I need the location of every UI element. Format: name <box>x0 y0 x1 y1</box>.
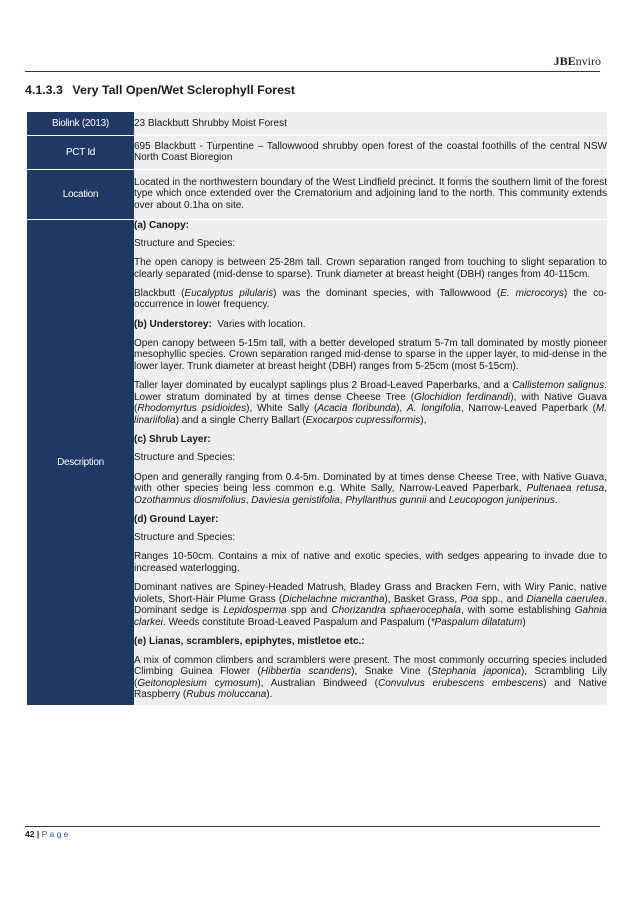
vegetation-info-table <box>27 112 607 705</box>
pct-value: 695 Blackbutt - Turpentine – Tallowwood shrubby open forest of the coastal foothills of the central NSW North Coast Bioregion <box>134 135 607 169</box>
biolink-label: Biolink (2013) <box>27 112 134 135</box>
ground-text-1: Ranges 10-50cm. Contains a mix of native and exotic species, with sedges appearing to invade due to increased waterlogging. <box>134 551 607 575</box>
table-row <box>27 169 607 219</box>
page-separator: | <box>34 829 42 839</box>
biolink-value: 23 Blackbutt Shrubby Moist Forest <box>134 112 607 135</box>
ground-text-2: Dominant natives are Spiney-Headed Matrush, Bladey Grass and Bracken Fern, with Wiry Panic, native violets, Short-Hair Plume Grass (Dichelachne micrantha), Basket Grass, Poa spp., and Dianella caerulea. Dominant sedge is Lepidosperma spp and Chorizandra sphaerocephala, with some establishing Gahnia clarkei. Weeds constitute Broad-Leaved Paspalum and Paspalum (*Paspalum dilatatum) <box>134 582 608 628</box>
shrub-structure: Structure and Species: <box>134 452 236 464</box>
page-number: 42 <box>25 829 35 839</box>
shrub-text: Open and generally ranging from 0.4-5m. Dominated by at times dense Cheese Tree, with Native Guava, with other species being less common e.g. White Sally, Narrow-Leaved Paperbark, Pultenaea retusa, Ozothamnus diosmifolius, Daviesia genistifolia, Phyllanthus gunnii and Leucopogon juniperinus. <box>134 471 607 506</box>
canopy-text-1: The open canopy is between 25-28m tall. Crown separation ranged from touching to slight separation to clearly separated (mid-dense to sparse). Trunk diameter at breast height (DBH) ranges from 40-115cm. <box>134 257 607 280</box>
page-word: Page <box>41 829 71 839</box>
understorey-heading: (b) Understorey: Varies with location. <box>134 318 306 330</box>
table-row <box>27 135 607 169</box>
canopy-heading: (a) Canopy: <box>134 219 189 231</box>
understorey-text-1: Open canopy between 5-15m tall, with a better developed stratum 5-7m tall dominated by mostly pioneer mesophyllic species. Crown separation ranged mid-dense to sparse in the upper layer, to mid-dense in the lower layer. Trunk diameter at breast height (DBH) ranges from 5-25cm (most 5-15cm). <box>134 337 607 372</box>
table-row <box>27 112 607 135</box>
understorey-text-2: Taller layer dominated by eucalypt saplings plus 2 Broad-Leaved Paperbarks, and a Callistemon salignus. Lower stratum dominated by at times dense Cheese Tree (Glochidion ferdinandi), with Native Guava (Rhodomyrtus psidioides), White Sally (Acacia floribunda), A. longifolia, Narrow-Leaved Paperbark (M. linariifolia) and a single Cherry Ballart (Exocarpos cupressiformis), <box>134 379 608 426</box>
ground-heading: (d) Ground Layer: <box>134 513 219 525</box>
description-value <box>134 219 607 705</box>
pct-label: PCT Id <box>27 135 134 169</box>
lianas-heading: (e) Lianas, scramblers, epiphytes, mistletoe etc.: <box>134 636 365 648</box>
table-row <box>27 219 607 705</box>
section-title: Very Tall Open/Wet Sclerophyll Forest <box>72 83 295 97</box>
ground-structure: Structure and Species: <box>134 532 236 544</box>
jbenviro-logo: JBEnviro <box>553 54 601 68</box>
section-heading <box>25 83 295 97</box>
page-footer <box>25 829 71 839</box>
footer-rule <box>25 826 600 827</box>
description-label: Description <box>27 219 134 705</box>
location-value: Located in the northwestern boundary of the West Lindfield precinct. It forms the southern limit of the forest type which once extended over the Crematorium and adjoining land to the north. This community extends over about 0.1ha on site. <box>134 169 607 219</box>
shrub-heading: (c) Shrub Layer: <box>134 433 211 445</box>
lianas-text: A mix of common climbers and scramblers were present. The most commonly occurring species included Climbing Guinea Flower (Hibbertia scandens), Snake Vine (Stephania japonica), Scrambling Lily (Geitonoplesium cymosum), Australian Bindweed (Convulvus erubescens embescens) and Native Raspberry (Rubus moluccana). <box>134 654 607 701</box>
section-number: 4.1.3.3 <box>25 83 63 97</box>
canopy-text-2: Blackbutt (Eucalyptus pilularis) was the dominant species, with Tallowwood (E. microcorys) the co-occurrence in lower frequency. <box>134 287 607 311</box>
header-rule <box>25 71 600 72</box>
canopy-structure: Structure and Species: <box>134 238 236 250</box>
location-label: Location <box>27 169 134 219</box>
